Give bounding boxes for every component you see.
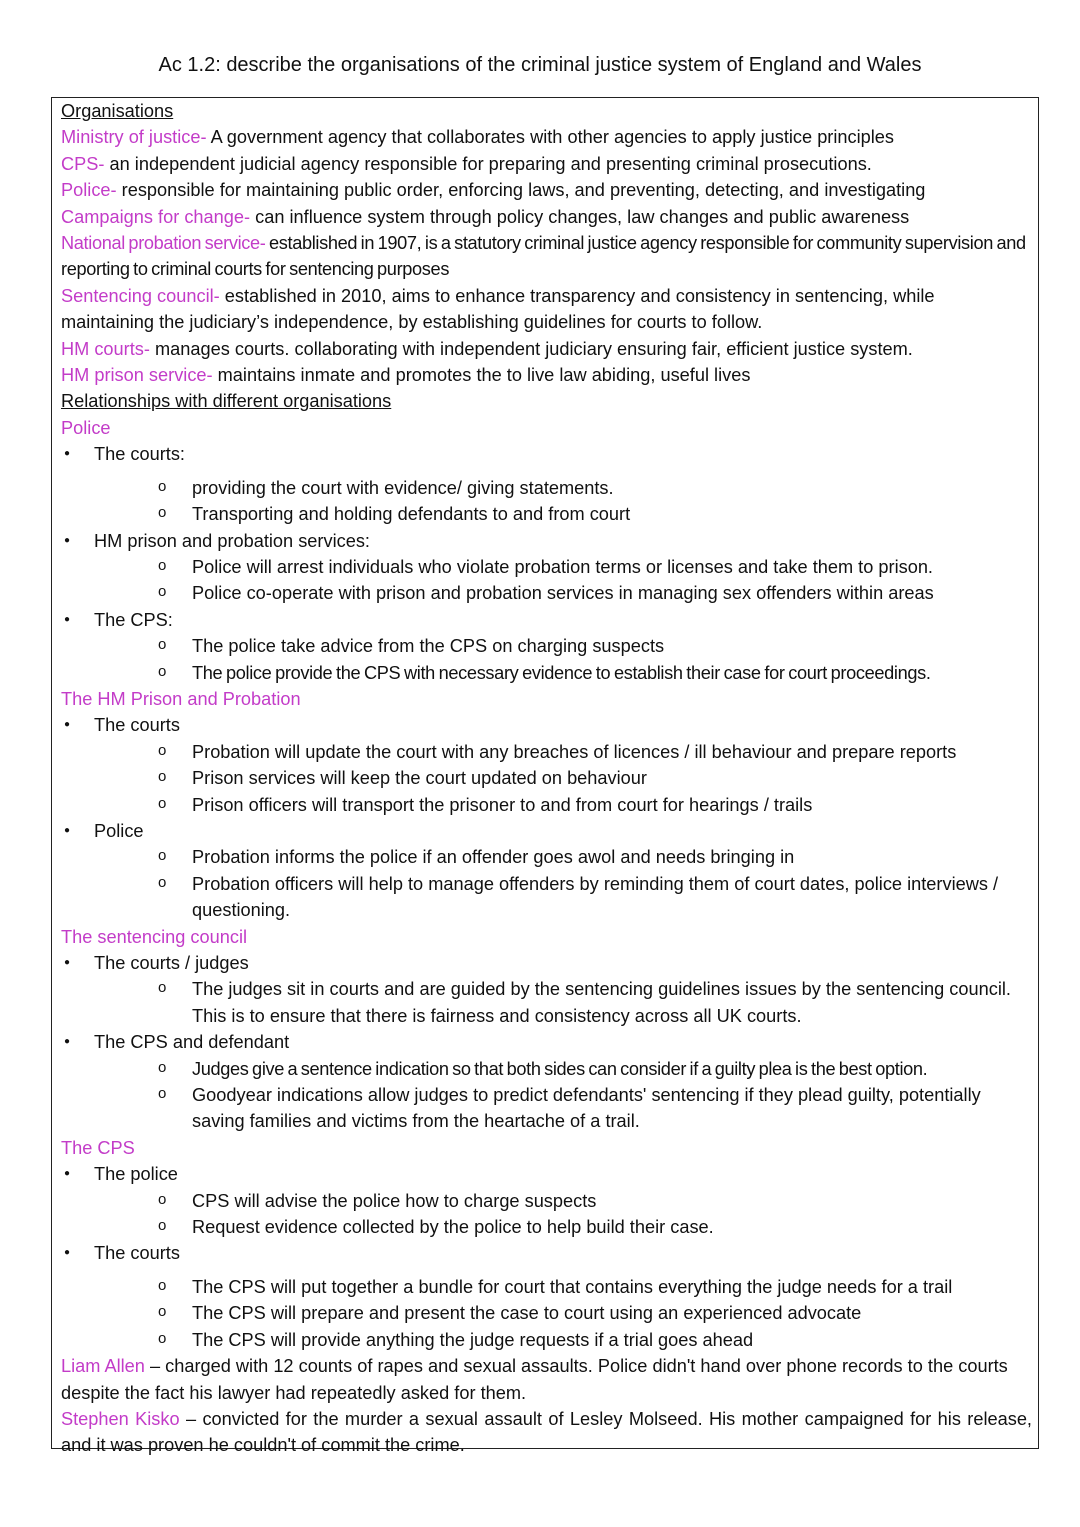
list-item: o Police co-operate with prison and probation services in managing sex offenders within areas [61,580,1038,606]
org-desc: maintains inmate and promotes the to live law abiding, useful lives [212,365,751,386]
section-heading-police: Police [61,417,111,438]
list-item: o Prison services will keep the court updated on behaviour [61,765,1038,791]
org-desc: can influence system through policy changes, law changes and public awareness [250,206,910,227]
section-heading-cps: The CPS [61,1137,135,1158]
group-label: ● HM prison and probation services: [61,528,1038,554]
list-item: o Police will arrest individuals who violate probation terms or licenses and take them to prison. [61,554,1038,580]
org-name: Sentencing council- [61,285,220,306]
org-name: Ministry of justice- [61,127,207,148]
org-item [61,177,1038,203]
list-item: o The CPS will prepare and present the case to court using an experienced advocate [61,1300,1038,1326]
group-label: ● The police [61,1161,1038,1187]
list-item: o The CPS will provide anything the judge requests if a trial goes ahead [61,1327,1038,1353]
organisations-heading: Organisations [61,101,174,121]
list-item: o Request evidence collected by the police to help build their case. [61,1214,1038,1240]
org-name: HM prison service- [61,365,213,386]
org-name: National probation service- [61,233,266,254]
list-item: o Transporting and holding defendants to and from court [61,501,1038,527]
notes-box [51,97,1039,1456]
org-item [61,230,1038,283]
group-label: ● The courts [61,712,1038,738]
section-heading-prison-probation: The HM Prison and Probation [61,688,301,709]
org-name: CPS- [61,153,105,174]
case-desc: – convicted for the murder a sexual assault of Lesley Molseed. His mother campaigned for his release, and it was proven he couldn't of commit the crime. [61,1408,1032,1456]
list-item: o Probation informs the police if an offender goes awol and needs bringing in [61,844,1038,870]
org-item [61,151,1038,177]
org-item [61,336,1038,362]
group-label: ● The courts: [61,441,1038,467]
group-label: ● The courts [61,1240,1038,1266]
list-item: o Goodyear indications allow judges to predict defendants' sentencing if they plead guilty, potentially saving families and victims from the heartache of a trail. [61,1082,1038,1135]
case-item [61,1406,1038,1459]
list-item: o providing the court with evidence/ giving statements. [61,475,1038,501]
list-item: o Probation officers will help to manage offenders by reminding them of court dates, police interviews / questioning. [61,871,1038,924]
list-item: o The police take advice from the CPS on charging suspects [61,633,1038,659]
org-name: Police- [61,180,117,201]
org-desc: manages courts. collaborating with independent judiciary ensuring fair, efficient justice system. [149,338,913,359]
relationships-heading: Relationships with different organisations [61,391,392,412]
case-name: Liam Allen [61,1356,145,1377]
org-name: Campaigns for change- [61,206,251,227]
org-desc: established in 2010, aims to enhance transparency and consistency in sentencing, while maintaining the judiciary’s independence, by establishing guidelines for courts to follow. [61,285,935,333]
org-desc: an independent judicial agency responsible for preparing and presenting criminal prosecutions. [104,153,872,174]
org-item [61,362,1038,388]
list-item: o The judges sit in courts and are guided by the sentencing guidelines issues by the sentencing council. This is to ensure that there is fairness and consistency across all UK courts. [61,976,1038,1029]
case-desc: – charged with 12 counts of rapes and sexual assaults. Police didn't hand over phone records to the courts despite the fact his lawyer had repeatedly asked for them. [61,1356,1008,1403]
case-item [61,1353,1038,1406]
group-label: ● Police [61,818,1038,844]
group-label: ● The CPS: [61,607,1038,633]
org-desc: A government agency that collaborates with other agencies to apply justice principles [206,127,895,148]
list-item: o The police provide the CPS with necessary evidence to establish their case for court proceedings. [61,660,1038,686]
list-item: o Probation will update the court with any breaches of licences / ill behaviour and prepare reports [61,739,1038,765]
list-item: o CPS will advise the police how to charge suspects [61,1188,1038,1214]
org-item [61,124,1038,150]
list-item: o The CPS will put together a bundle for court that contains everything the judge needs for a trail [61,1274,1038,1300]
group-label: ● The CPS and defendant [61,1029,1038,1055]
list-item: o Judges give a sentence indication so that both sides can consider if a guilty plea is the best option. [61,1056,1038,1082]
case-name: Stephen Kisko [61,1408,180,1429]
org-item [61,283,1038,336]
org-name: HM courts- [61,338,150,359]
list-item: o Prison officers will transport the prisoner to and from court for hearings / trails [61,792,1038,818]
page-title: Ac 1.2: describe the organisations of the criminal justice system of England and Wales [158,54,922,76]
group-label: ● The courts / judges [61,950,1038,976]
org-item [61,204,1038,230]
org-desc: responsible for maintaining public order, enforcing laws, and preventing, detecting, and investigating [116,180,926,201]
section-heading-sentencing-council: The sentencing council [61,926,248,947]
org-desc: established in 1907, is a statutory criminal justice agency responsible for community supervision and reporting to criminal courts for sentencing purposes [61,233,1026,280]
